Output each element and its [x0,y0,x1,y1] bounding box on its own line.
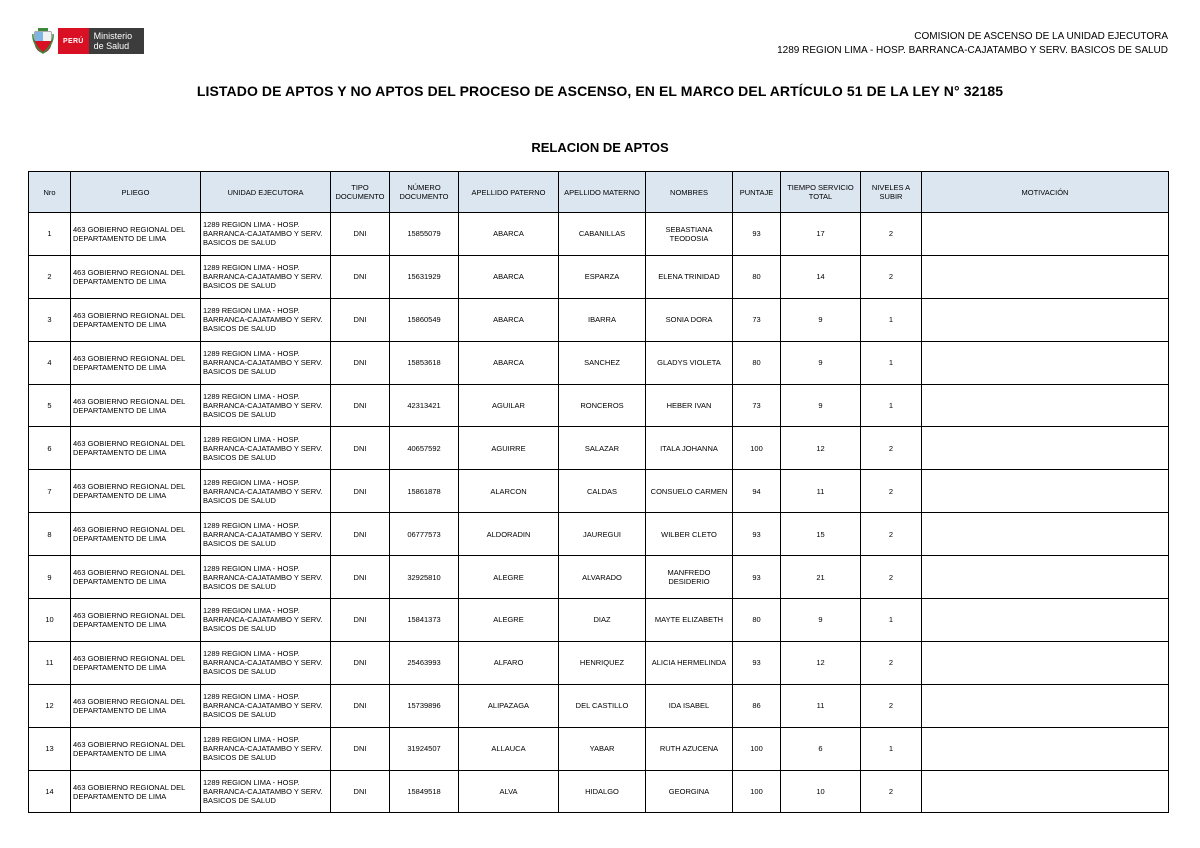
cell-tipo-documento: DNI [331,213,390,256]
cell-apellido-materno: DEL CASTILLO [559,684,646,727]
cell-pliego: 463 GOBIERNO REGIONAL DEL DEPARTAMENTO DE LIMA [71,727,201,770]
cell-apellido-paterno: ABARCA [459,298,559,341]
cell-nombres: GEORGINA [646,770,733,813]
cell-unidad-ejecutora: 1289 REGION LIMA - HOSP. BARRANCA-CAJATAMBO Y SERV. BASICOS DE SALUD [201,770,331,813]
cell-niveles-subir: 2 [861,255,922,298]
cell-nombres: CONSUELO CARMEN [646,470,733,513]
cell-motivacion [922,298,1169,341]
cell-apellido-materno: IBARRA [559,298,646,341]
cell-nro: 8 [29,513,71,556]
cell-tiempo-servicio: 9 [781,599,861,642]
cell-tiempo-servicio: 9 [781,384,861,427]
cell-motivacion [922,213,1169,256]
table-row [29,255,1169,298]
ministry-name [89,28,145,54]
cell-apellido-materno: HIDALGO [559,770,646,813]
table-row [29,599,1169,642]
column-header-tiempo-servicio: TIEMPO SERVICIO TOTAL [781,172,861,213]
cell-tiempo-servicio: 21 [781,556,861,599]
table-row [29,770,1169,813]
cell-puntaje: 86 [733,684,781,727]
cell-motivacion [922,513,1169,556]
cell-motivacion [922,641,1169,684]
cell-tiempo-servicio: 12 [781,427,861,470]
cell-puntaje: 80 [733,599,781,642]
coat-of-arms-icon [32,28,54,54]
cell-motivacion [922,255,1169,298]
table-row [29,341,1169,384]
cell-apellido-materno: YABAR [559,727,646,770]
cell-nro: 1 [29,213,71,256]
cell-tipo-documento: DNI [331,298,390,341]
cell-nro: 5 [29,384,71,427]
cell-puntaje: 73 [733,384,781,427]
cell-niveles-subir: 2 [861,684,922,727]
cell-niveles-subir: 1 [861,384,922,427]
cell-tipo-documento: DNI [331,427,390,470]
cell-tiempo-servicio: 6 [781,727,861,770]
cell-nro: 7 [29,470,71,513]
cell-apellido-paterno: AGUIRRE [459,427,559,470]
cell-pliego: 463 GOBIERNO REGIONAL DEL DEPARTAMENTO DE LIMA [71,641,201,684]
cell-tipo-documento: DNI [331,641,390,684]
cell-niveles-subir: 1 [861,599,922,642]
cell-nro: 13 [29,727,71,770]
cell-apellido-paterno: ALLAUCA [459,727,559,770]
cell-pliego: 463 GOBIERNO REGIONAL DEL DEPARTAMENTO DE LIMA [71,298,201,341]
cell-puntaje: 80 [733,341,781,384]
ministry-name-line2: de Salud [93,41,130,51]
cell-numero-documento: 15853618 [390,341,459,384]
cell-numero-documento: 32925810 [390,556,459,599]
cell-unidad-ejecutora: 1289 REGION LIMA - HOSP. BARRANCA-CAJATAMBO Y SERV. BASICOS DE SALUD [201,470,331,513]
cell-nro: 9 [29,556,71,599]
cell-tiempo-servicio: 11 [781,684,861,727]
cell-motivacion [922,470,1169,513]
header-row [29,172,1169,213]
cell-nombres: IDA ISABEL [646,684,733,727]
section-title: RELACION DE APTOS [531,140,669,155]
cell-apellido-paterno: ALDORADIN [459,513,559,556]
cell-numero-documento: 15860549 [390,298,459,341]
cell-tipo-documento: DNI [331,556,390,599]
table-row [29,727,1169,770]
cell-tipo-documento: DNI [331,255,390,298]
cell-nombres: SONIA DORA [646,298,733,341]
cell-nombres: ALICIA HERMELINDA [646,641,733,684]
cell-nombres: ELENA TRINIDAD [646,255,733,298]
cell-nombres: MANFREDO DESIDERIO [646,556,733,599]
cell-numero-documento: 40657592 [390,427,459,470]
cell-niveles-subir: 2 [861,770,922,813]
cell-tiempo-servicio: 11 [781,470,861,513]
cell-tiempo-servicio: 10 [781,770,861,813]
cell-tiempo-servicio: 12 [781,641,861,684]
cell-numero-documento: 31924507 [390,727,459,770]
cell-unidad-ejecutora: 1289 REGION LIMA - HOSP. BARRANCA-CAJATAMBO Y SERV. BASICOS DE SALUD [201,341,331,384]
cell-unidad-ejecutora: 1289 REGION LIMA - HOSP. BARRANCA-CAJATAMBO Y SERV. BASICOS DE SALUD [201,599,331,642]
cell-apellido-materno: SALAZAR [559,427,646,470]
cell-unidad-ejecutora: 1289 REGION LIMA - HOSP. BARRANCA-CAJATAMBO Y SERV. BASICOS DE SALUD [201,641,331,684]
page-title: LISTADO DE APTOS Y NO APTOS DEL PROCESO DE ASCENSO, EN EL MARCO DEL ARTÍCULO 51 DE LA LEY N° 32185 [196,83,1004,99]
cell-tipo-documento: DNI [331,727,390,770]
cell-niveles-subir: 2 [861,513,922,556]
cell-puntaje: 100 [733,770,781,813]
cell-nro: 6 [29,427,71,470]
cell-nombres: ITALA JOHANNA [646,427,733,470]
aptos-table [28,171,1169,813]
cell-numero-documento: 15631929 [390,255,459,298]
cell-nombres: RUTH AZUCENA [646,727,733,770]
cell-motivacion [922,727,1169,770]
column-header-pliego: PLIEGO [71,172,201,213]
cell-unidad-ejecutora: 1289 REGION LIMA - HOSP. BARRANCA-CAJATAMBO Y SERV. BASICOS DE SALUD [201,255,331,298]
cell-apellido-materno: ESPARZA [559,255,646,298]
cell-motivacion [922,684,1169,727]
cell-numero-documento: 42313421 [390,384,459,427]
column-header-niveles-subir: NIVELES A SUBIR [861,172,922,213]
cell-niveles-subir: 1 [861,727,922,770]
cell-tipo-documento: DNI [331,470,390,513]
cell-unidad-ejecutora: 1289 REGION LIMA - HOSP. BARRANCA-CAJATAMBO Y SERV. BASICOS DE SALUD [201,684,331,727]
cell-pliego: 463 GOBIERNO REGIONAL DEL DEPARTAMENTO DE LIMA [71,255,201,298]
cell-niveles-subir: 1 [861,298,922,341]
cell-numero-documento: 06777573 [390,513,459,556]
cell-numero-documento: 25463993 [390,641,459,684]
cell-pliego: 463 GOBIERNO REGIONAL DEL DEPARTAMENTO DE LIMA [71,684,201,727]
table-row [29,556,1169,599]
cell-motivacion [922,556,1169,599]
cell-tipo-documento: DNI [331,513,390,556]
cell-numero-documento: 15841373 [390,599,459,642]
cell-pliego: 463 GOBIERNO REGIONAL DEL DEPARTAMENTO DE LIMA [71,770,201,813]
cell-nro: 10 [29,599,71,642]
ministry-name-line1: Ministerio [93,31,133,41]
cell-unidad-ejecutora: 1289 REGION LIMA - HOSP. BARRANCA-CAJATAMBO Y SERV. BASICOS DE SALUD [201,298,331,341]
country-badge: PERÚ [58,28,89,54]
cell-apellido-materno: SANCHEZ [559,341,646,384]
cell-numero-documento: 15739896 [390,684,459,727]
cell-apellido-materno: DIAZ [559,599,646,642]
cell-nro: 14 [29,770,71,813]
cell-nombres: GLADYS VIOLETA [646,341,733,384]
table-body [29,213,1169,813]
cell-nro: 3 [29,298,71,341]
cell-puntaje: 93 [733,513,781,556]
cell-nombres: MAYTE ELIZABETH [646,599,733,642]
cell-puntaje: 100 [733,427,781,470]
cell-apellido-materno: JAUREGUI [559,513,646,556]
cell-nombres: HEBER IVAN [646,384,733,427]
cell-tipo-documento: DNI [331,684,390,727]
cell-pliego: 463 GOBIERNO REGIONAL DEL DEPARTAMENTO DE LIMA [71,213,201,256]
cell-pliego: 463 GOBIERNO REGIONAL DEL DEPARTAMENTO DE LIMA [71,470,201,513]
cell-unidad-ejecutora: 1289 REGION LIMA - HOSP. BARRANCA-CAJATAMBO Y SERV. BASICOS DE SALUD [201,384,331,427]
cell-nombres: SEBASTIANA TEODOSIA [646,213,733,256]
cell-niveles-subir: 2 [861,641,922,684]
table-header [29,172,1169,213]
cell-pliego: 463 GOBIERNO REGIONAL DEL DEPARTAMENTO DE LIMA [71,556,201,599]
cell-apellido-paterno: ALARCON [459,470,559,513]
cell-puntaje: 93 [733,213,781,256]
cell-tiempo-servicio: 9 [781,341,861,384]
cell-apellido-paterno: AGUILAR [459,384,559,427]
cell-pliego: 463 GOBIERNO REGIONAL DEL DEPARTAMENTO DE LIMA [71,427,201,470]
cell-apellido-materno: CABANILLAS [559,213,646,256]
cell-tipo-documento: DNI [331,770,390,813]
table-row [29,641,1169,684]
cell-motivacion [922,770,1169,813]
cell-tipo-documento: DNI [331,599,390,642]
column-header-puntaje: PUNTAJE [733,172,781,213]
committee-header [777,30,1168,58]
cell-unidad-ejecutora: 1289 REGION LIMA - HOSP. BARRANCA-CAJATAMBO Y SERV. BASICOS DE SALUD [201,427,331,470]
cell-motivacion [922,341,1169,384]
cell-puntaje: 73 [733,298,781,341]
cell-numero-documento: 15855079 [390,213,459,256]
ministry-logo [32,28,144,54]
cell-apellido-paterno: ABARCA [459,341,559,384]
column-header-motivacion: MOTIVACIÓN [922,172,1169,213]
cell-puntaje: 100 [733,727,781,770]
cell-tiempo-servicio: 14 [781,255,861,298]
cell-niveles-subir: 2 [861,470,922,513]
cell-nombres: WILBER CLETO [646,513,733,556]
cell-puntaje: 93 [733,556,781,599]
cell-apellido-paterno: ALEGRE [459,556,559,599]
cell-tiempo-servicio: 9 [781,298,861,341]
cell-apellido-materno: CALDAS [559,470,646,513]
cell-apellido-paterno: ABARCA [459,213,559,256]
table-row [29,684,1169,727]
cell-nro: 4 [29,341,71,384]
cell-apellido-materno: HENRIQUEZ [559,641,646,684]
table-row [29,213,1169,256]
cell-unidad-ejecutora: 1289 REGION LIMA - HOSP. BARRANCA-CAJATAMBO Y SERV. BASICOS DE SALUD [201,556,331,599]
cell-numero-documento: 15849518 [390,770,459,813]
table-row [29,470,1169,513]
column-header-unidad-ejecutora: UNIDAD EJECUTORA [201,172,331,213]
cell-nro: 11 [29,641,71,684]
committee-line-2: 1289 REGION LIMA - HOSP. BARRANCA-CAJATAMBO Y SERV. BASICOS DE SALUD [777,45,1168,56]
cell-puntaje: 93 [733,641,781,684]
cell-apellido-paterno: ALFARO [459,641,559,684]
cell-apellido-paterno: ALVA [459,770,559,813]
cell-unidad-ejecutora: 1289 REGION LIMA - HOSP. BARRANCA-CAJATAMBO Y SERV. BASICOS DE SALUD [201,213,331,256]
column-header-tipo-documento: TIPO DOCUMENTO [331,172,390,213]
cell-niveles-subir: 2 [861,427,922,470]
committee-line-1: COMISION DE ASCENSO DE LA UNIDAD EJECUTORA [914,31,1168,42]
cell-pliego: 463 GOBIERNO REGIONAL DEL DEPARTAMENTO DE LIMA [71,599,201,642]
cell-nro: 2 [29,255,71,298]
column-header-numero-documento: NÚMERO DOCUMENTO [390,172,459,213]
table-row [29,298,1169,341]
cell-tiempo-servicio: 15 [781,513,861,556]
cell-apellido-paterno: ALIPAZAGA [459,684,559,727]
cell-puntaje: 80 [733,255,781,298]
cell-pliego: 463 GOBIERNO REGIONAL DEL DEPARTAMENTO DE LIMA [71,513,201,556]
column-header-nombres: NOMBRES [646,172,733,213]
cell-tiempo-servicio: 17 [781,213,861,256]
cell-puntaje: 94 [733,470,781,513]
cell-unidad-ejecutora: 1289 REGION LIMA - HOSP. BARRANCA-CAJATAMBO Y SERV. BASICOS DE SALUD [201,513,331,556]
cell-niveles-subir: 1 [861,341,922,384]
cell-pliego: 463 GOBIERNO REGIONAL DEL DEPARTAMENTO DE LIMA [71,384,201,427]
column-header-apellido-paterno: APELLIDO PATERNO [459,172,559,213]
cell-apellido-paterno: ALEGRE [459,599,559,642]
column-header-nro: Nro [29,172,71,213]
cell-apellido-paterno: ABARCA [459,255,559,298]
table-row [29,427,1169,470]
cell-apellido-materno: ALVARADO [559,556,646,599]
table-row [29,384,1169,427]
cell-tipo-documento: DNI [331,341,390,384]
cell-motivacion [922,599,1169,642]
table-row [29,513,1169,556]
cell-tipo-documento: DNI [331,384,390,427]
cell-niveles-subir: 2 [861,213,922,256]
cell-nro: 12 [29,684,71,727]
cell-numero-documento: 15861878 [390,470,459,513]
cell-niveles-subir: 2 [861,556,922,599]
column-header-apellido-materno: APELLIDO MATERNO [559,172,646,213]
cell-motivacion [922,384,1169,427]
cell-apellido-materno: RONCEROS [559,384,646,427]
cell-pliego: 463 GOBIERNO REGIONAL DEL DEPARTAMENTO DE LIMA [71,341,201,384]
cell-unidad-ejecutora: 1289 REGION LIMA - HOSP. BARRANCA-CAJATAMBO Y SERV. BASICOS DE SALUD [201,727,331,770]
cell-motivacion [922,427,1169,470]
